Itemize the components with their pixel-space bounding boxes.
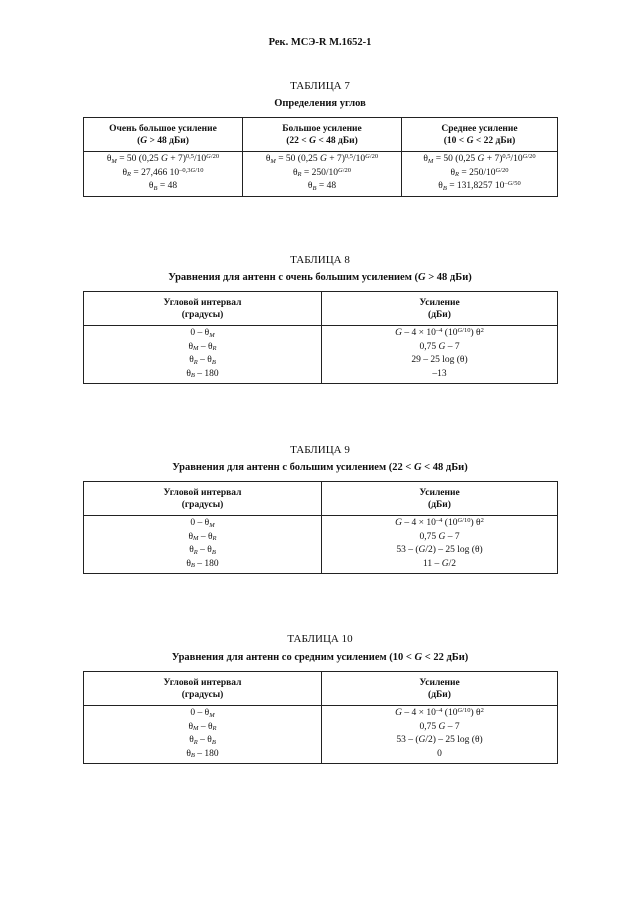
table-9-title: Уравнения для антенн с большим усилением (22 < G < 48 дБи)	[172, 462, 468, 473]
table-10-title: Уравнения для антенн со средним усилением (10 < G < 22 дБи)	[171, 652, 469, 663]
table-10-gain-cells: $G - 4 \times 10^{-4}$ $(10^{G/10})$ $\theta^2$ 0,75 G – 7 53 – (G/2) – 25 log (θ) 0	[322, 706, 558, 764]
table-9-number: ТАБЛИЦА 9	[290, 444, 350, 456]
table-7	[83, 117, 558, 197]
table-7-number: ТАБЛИЦА 7	[290, 80, 350, 92]
table-10	[83, 671, 558, 764]
table-8-angle-cells: $0 - \theta_M$ $\theta_M - \theta_R$ $\theta_R - \theta_B$ $\theta_B - 180$	[84, 326, 322, 384]
table-7-title: Определения углов	[274, 98, 366, 109]
table-9-header-gain: Усиление (дБи)	[322, 482, 558, 516]
table-8	[83, 291, 558, 384]
table-9-gain-cells: $G - 4 \times 10^{-4}$ $(10^{G/10})$ $\theta^2$ 0,75 G – 7 53 – (G/2) – 25 log (θ) 11 – G/2	[322, 516, 558, 574]
table-7-cell-high: $\theta_M = 50$ (0,25 $G + 7)^{0,5}/10^{G/20}$ $\theta_R = 250/10^{G/20}$ $\theta_B = 48$	[243, 152, 402, 197]
table-8-header-gain: Усиление (дБи)	[322, 292, 558, 326]
table-8-number: ТАБЛИЦА 8	[290, 254, 350, 266]
table-7-header-high-gain: Большое усиление (22 < G < 48 дБи)	[243, 118, 402, 152]
table-7-cell-medium: $\theta_M = 50$ (0,25 $G + 7)^{0,5}/10^{G/20}$ $\theta_R = 250/10^{G/20}$ $\theta_B = 131,8257$ $10^{-G/50}$	[402, 152, 558, 197]
table-7-header-very-high-gain: Очень большое усиление (G > 48 дБи)	[84, 118, 243, 152]
table-10-header-gain: Усиление (дБи)	[322, 672, 558, 706]
table-8-gain-cells: $G - 4 \times 10^{-4}$ $(10^{G/10})$ $\theta^2$ 0,75 G – 7 29 – 25 log (θ) –13	[322, 326, 558, 384]
table-10-number: ТАБЛИЦА 10	[287, 633, 353, 645]
page-header: Рек. МСЭ-R M.1652-1	[268, 37, 372, 48]
table-8-title: Уравнения для антенн с очень большим усилением (G > 48 дБи)	[168, 272, 472, 283]
table-9-angle-cells: $0 - \theta_M$ $\theta_M - \theta_R$ $\theta_R - \theta_B$ $\theta_B - 180$	[84, 516, 322, 574]
table-8-header-angle: Угловой интервал (градусы)	[84, 292, 322, 326]
table-7-header-medium-gain: Среднее усиление (10 < G < 22 дБи)	[402, 118, 558, 152]
table-10-header-angle: Угловой интервал (градусы)	[84, 672, 322, 706]
table-9-header-angle: Угловой интервал (градусы)	[84, 482, 322, 516]
table-10-angle-cells: $0 - \theta_M$ $\theta_M - \theta_R$ $\theta_R - \theta_B$ $\theta_B - 180$	[84, 706, 322, 764]
table-7-cell-very-high: $\theta_M = 50$ (0,25 $G + 7)^{0,5}/10^{G/20}$ $\theta_R = 27,466$ $10^{-0,3G/10}$ $\theta_B = 48$	[84, 152, 243, 197]
table-9	[83, 481, 558, 574]
